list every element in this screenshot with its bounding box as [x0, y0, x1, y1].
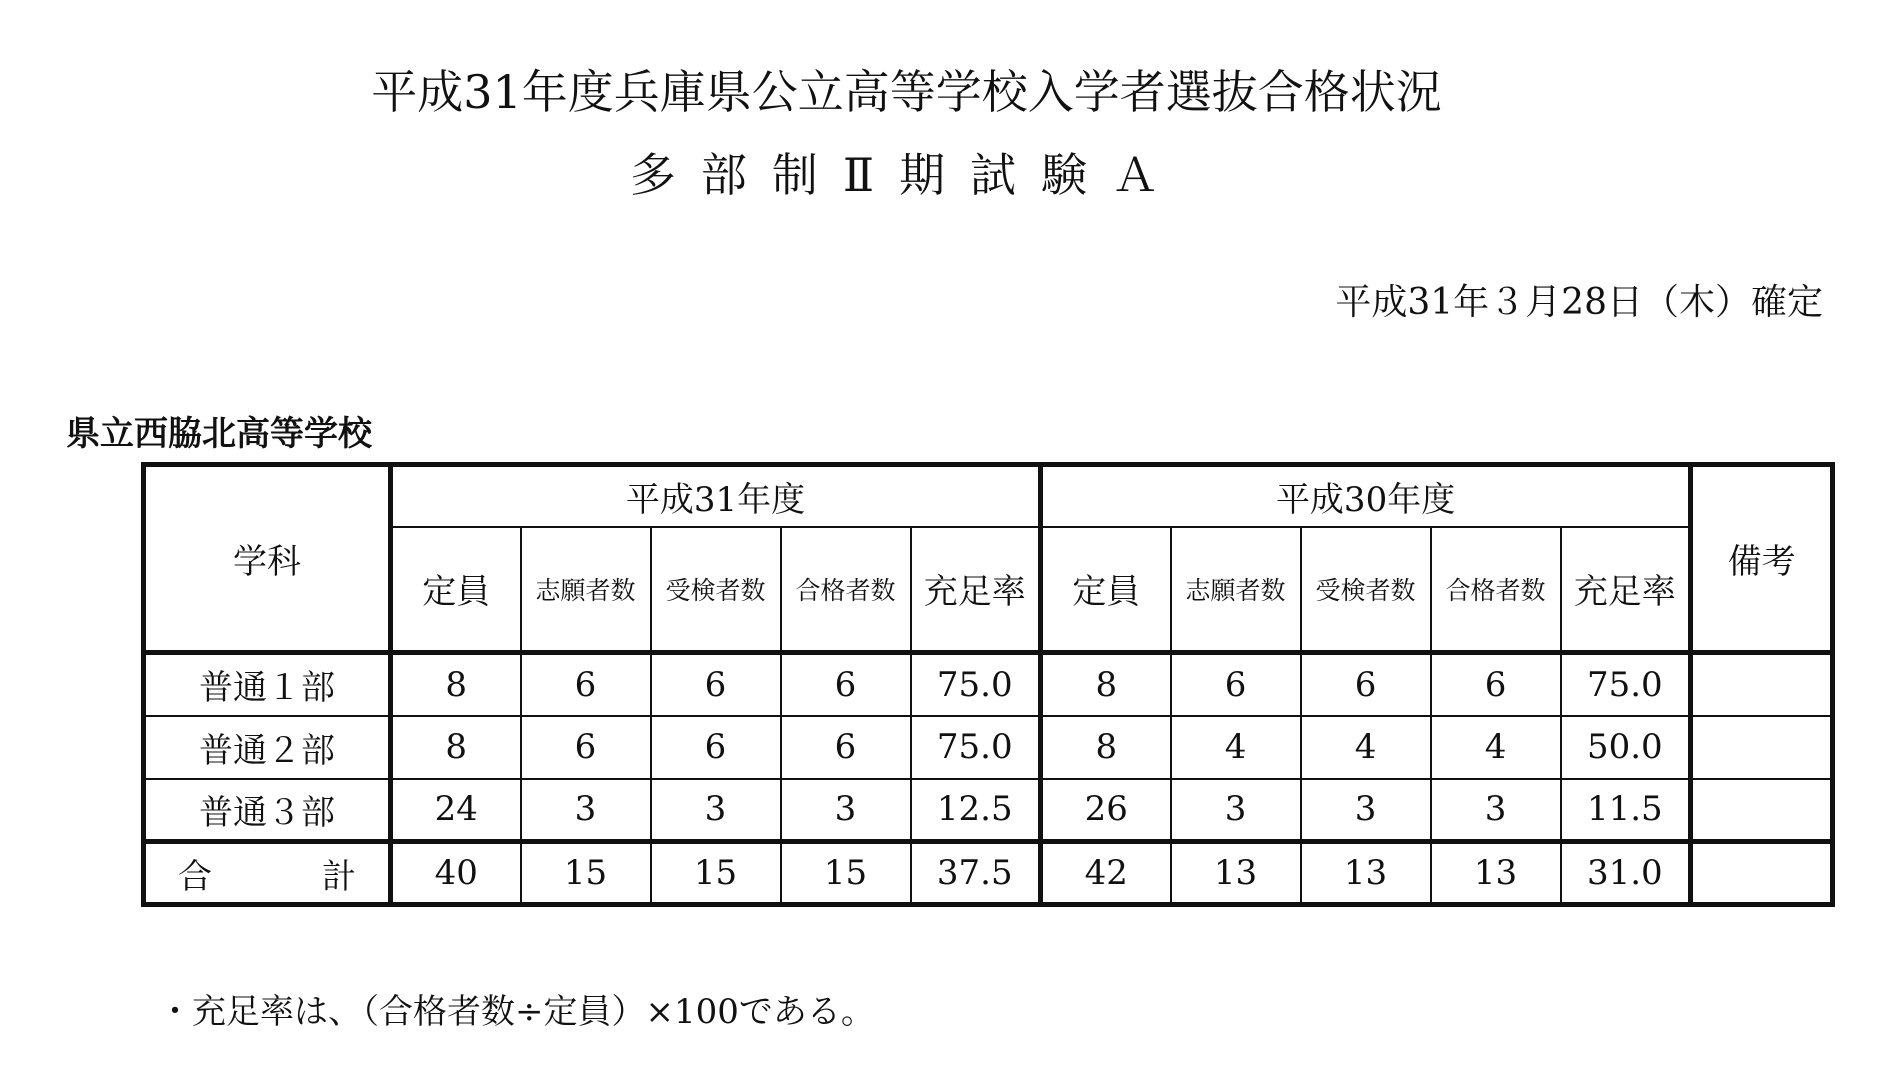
remarks-cell: [1691, 842, 1833, 905]
table-cell: 75.0: [911, 653, 1041, 716]
table-cell: 24: [391, 779, 521, 842]
table-cell: 12.5: [911, 779, 1041, 842]
table-cell: 6: [1171, 653, 1301, 716]
table-cell: 6: [521, 653, 651, 716]
total-row: [144, 842, 1833, 905]
table-cell: 8: [1041, 716, 1171, 779]
col-capacity-previous: 定員: [1041, 527, 1171, 653]
table-cell: 3: [651, 779, 781, 842]
document-subtitle: 多部制Ⅱ期試験Ａ: [629, 148, 1184, 202]
school-name: 県立西脇北高等学校: [66, 414, 372, 454]
dept-name: 普通１部: [144, 653, 391, 716]
year-current-header: 平成31年度: [391, 465, 1041, 527]
table-cell: 50.0: [1561, 716, 1691, 779]
dept-header: 学科: [144, 465, 391, 653]
admission-results-table: [141, 462, 1835, 907]
table-cell: 11.5: [1561, 779, 1691, 842]
table-cell: 6: [781, 653, 911, 716]
table-cell: 4: [1171, 716, 1301, 779]
table-cell: 26: [1041, 779, 1171, 842]
table-cell: 4: [1431, 716, 1561, 779]
remarks-cell: [1691, 653, 1833, 716]
table-row: [144, 716, 1833, 779]
fill-rate-note: ・充足率は、（合格者数÷定員）×100である。: [158, 992, 875, 1032]
col-applicants-current: 志願者数: [521, 527, 651, 653]
table-cell: 13: [1431, 842, 1561, 905]
table-cell: 8: [391, 653, 521, 716]
table-cell: 6: [521, 716, 651, 779]
col-passed-current: 合格者数: [781, 527, 911, 653]
table-cell: 42: [1041, 842, 1171, 905]
remarks-header: 備考: [1691, 465, 1833, 653]
table-cell: 3: [1431, 779, 1561, 842]
table-cell: 3: [781, 779, 911, 842]
table-cell: 8: [391, 716, 521, 779]
table-cell: 3: [1171, 779, 1301, 842]
total-label-left: 合: [178, 856, 212, 897]
total-label-right: 計: [322, 856, 356, 897]
table-cell: 13: [1171, 842, 1301, 905]
col-passed-previous: 合格者数: [1431, 527, 1561, 653]
col-examinees-previous: 受検者数: [1301, 527, 1431, 653]
col-fill-rate-previous: 充足率: [1561, 527, 1691, 653]
year-previous-header: 平成30年度: [1041, 465, 1691, 527]
dept-name: 普通３部: [144, 779, 391, 842]
table-cell: 3: [1301, 779, 1431, 842]
col-examinees-current: 受検者数: [651, 527, 781, 653]
total-label: [144, 842, 391, 905]
col-fill-rate-current: 充足率: [911, 527, 1041, 653]
table-cell: 40: [391, 842, 521, 905]
table-cell: 13: [1301, 842, 1431, 905]
table-cell: 3: [521, 779, 651, 842]
table-cell: 6: [1431, 653, 1561, 716]
table-cell: 15: [781, 842, 911, 905]
table-cell: 75.0: [911, 716, 1041, 779]
remarks-cell: [1691, 779, 1833, 842]
remarks-cell: [1691, 716, 1833, 779]
table-cell: 15: [521, 842, 651, 905]
dept-name: 普通２部: [144, 716, 391, 779]
table-cell: 8: [1041, 653, 1171, 716]
table-cell: 6: [651, 716, 781, 779]
table-cell: 31.0: [1561, 842, 1691, 905]
table-cell: 6: [651, 653, 781, 716]
table-cell: 6: [781, 716, 911, 779]
table-cell: 6: [1301, 653, 1431, 716]
table-cell: 4: [1301, 716, 1431, 779]
table-cell: 37.5: [911, 842, 1041, 905]
col-capacity-current: 定員: [391, 527, 521, 653]
table-row: [144, 779, 1833, 842]
table-cell: 75.0: [1561, 653, 1691, 716]
table-row: [144, 653, 1833, 716]
table-cell: 15: [651, 842, 781, 905]
confirmation-date: 平成31年３月28日（木）確定: [1335, 282, 1823, 323]
col-applicants-previous: 志願者数: [1171, 527, 1301, 653]
document-title: 平成31年度兵庫県公立高等学校入学者選抜合格状況: [371, 65, 1442, 119]
